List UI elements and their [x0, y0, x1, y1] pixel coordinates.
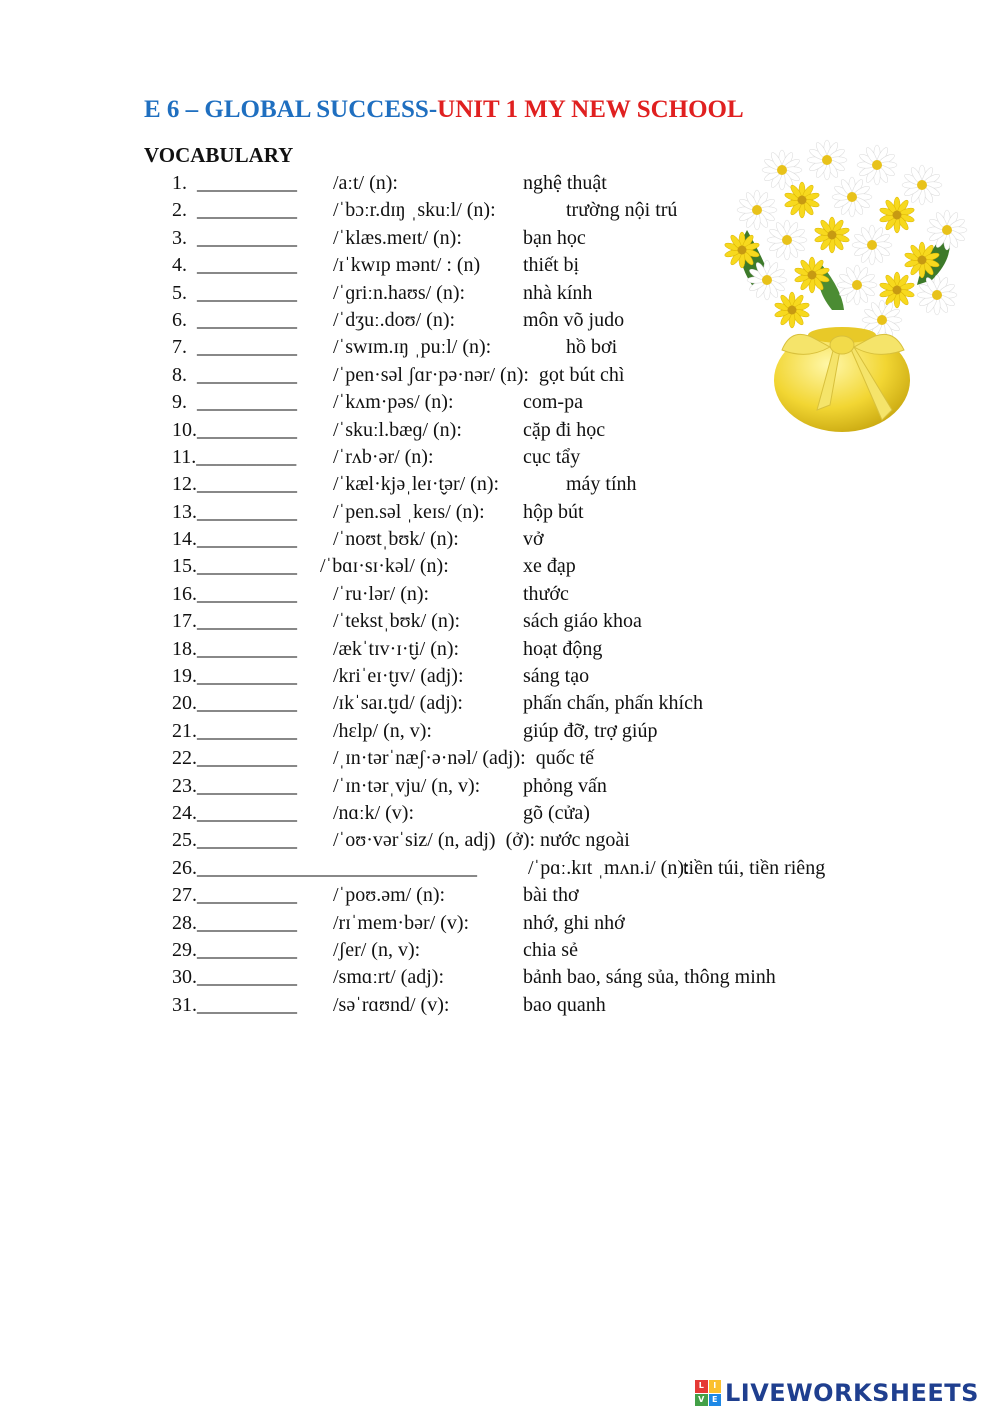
vocab-meaning: bài thơ [523, 884, 579, 907]
vocab-number-blank[interactable]: 5. __________ [172, 281, 297, 304]
vocab-number-blank[interactable]: 14.__________ [172, 528, 297, 551]
vocab-meaning: máy tính [566, 473, 637, 496]
vocab-meaning: vở [523, 528, 544, 551]
vocab-number-blank[interactable]: 9. __________ [172, 391, 297, 414]
vocab-pronunciation: /aːt/ (n): [333, 172, 398, 194]
vocab-number-blank[interactable]: 1. __________ [172, 172, 297, 194]
vocab-pronunciation: /ˈbɔːr.dɪŋ ˌskuːl/ (n): [333, 199, 496, 222]
vocab-pronunciation: /ˈnoʊtˌbʊk/ (n): [333, 528, 459, 551]
vocab-pronunciation: /kriˈeɪ·t̬ɪv/ (adj): [333, 665, 464, 688]
vocab-number-blank[interactable]: 18.__________ [172, 637, 297, 660]
vocab-row [0, 882, 1000, 909]
vocab-number-blank[interactable]: 31.__________ [172, 993, 297, 1016]
vocab-meaning: thiết bị [523, 254, 580, 277]
vocab-row [0, 745, 1000, 772]
vocab-meaning: nhà kính [523, 281, 593, 304]
vocab-number-blank[interactable]: 27.__________ [172, 884, 297, 907]
vocab-pronunciation: /ˈswɪm.ɪŋ ˌpuːl/ (n): [333, 336, 492, 359]
vocab-pronunciation: /nɑːk/ (v): [333, 801, 415, 824]
vocab-meaning: bảnh bao, sáng sủa, thông minh [523, 966, 776, 989]
vocab-number-blank[interactable]: 21.__________ [172, 719, 297, 742]
vocab-number-blank[interactable]: 3. __________ [172, 226, 297, 249]
vocab-row [0, 636, 1000, 663]
vocab-number-blank[interactable]: 15.__________ [172, 555, 297, 578]
vocab-meaning: hoạt động [523, 637, 603, 660]
vocab-pronunciation: /ˈɪn·tərˌvju/ (n, v): [333, 774, 481, 797]
flower-vase-image [712, 135, 977, 435]
vocab-number-blank[interactable]: 12.__________ [172, 473, 297, 496]
vocab-meaning: cặp đi học [523, 418, 606, 441]
vocab-meaning: com-pa [523, 391, 583, 414]
vocab-number-blank[interactable]: 30.__________ [172, 966, 297, 989]
vocab-number-blank[interactable]: 10.__________ [172, 418, 297, 441]
vocab-number-blank[interactable]: 2. __________ [172, 199, 297, 222]
vocab-row [0, 553, 1000, 580]
vocab-meaning: bao quanh [523, 993, 606, 1016]
vocab-number-blank[interactable]: 26.____________________________ [172, 856, 477, 879]
vocab-number-blank[interactable]: 13.__________ [172, 500, 297, 523]
vocab-pronunciation: /rɪˈmem·bər/ (v): [333, 911, 470, 934]
vocab-pronunciation: /ˈpen.səl ˌkeɪs/ (n): [333, 500, 485, 523]
vocab-pronunciation: /ˈklæs.meɪt/ (n): [333, 226, 462, 249]
vocab-number-blank[interactable]: 16.__________ [172, 582, 297, 605]
vocab-pronunciation: /ˈskuːl.bæɡ/ (n): [333, 418, 462, 441]
vocab-meaning: môn võ judo [523, 308, 625, 331]
section-heading: VOCABULARY [144, 143, 294, 167]
vocab-pronunciation: /ɪkˈsaɪ.t̬ɪd/ (adj): [333, 692, 463, 715]
vocab-number-blank[interactable]: 11.__________ [172, 445, 297, 468]
vocab-pronunciation: /ˈpɑː.kɪt ˌmʌn.i/ (n): [528, 856, 690, 879]
vocab-row [0, 690, 1000, 717]
vocab-meaning: phỏng vấn [523, 774, 607, 797]
vocab-number-blank[interactable]: 6. __________ [172, 308, 297, 331]
title-series: E 6 – GLOBAL SUCCESS- [144, 96, 438, 123]
vocab-row [0, 773, 1000, 800]
vocab-row [0, 499, 1000, 526]
vocab-pronunciation: /ˈrʌb·ər/ (n): [333, 445, 434, 468]
vocab-pronunciation: /ɪˈkwɪp mənt/ : (n) [333, 254, 481, 277]
vocab-row [0, 663, 1000, 690]
vocab-meaning: gọt bút chì [538, 363, 625, 386]
vocab-pronunciation: /ˈkʌm·pəs/ (n): [333, 391, 454, 414]
vocab-pronunciation: /ˈkæl·kjəˌleɪ·t̬ər/ (n): [333, 473, 500, 496]
vocab-meaning: bạn học [523, 226, 586, 249]
vocab-meaning: trường nội trú [566, 199, 678, 222]
vocab-row [0, 608, 1000, 635]
vocab-meaning: sách giáo khoa [523, 610, 642, 633]
vocab-meaning: phấn chấn, phấn khích [523, 692, 703, 715]
vocab-number-blank[interactable]: 29.__________ [172, 938, 297, 961]
vocab-row [0, 718, 1000, 745]
vocab-number-blank[interactable]: 25.__________ [172, 829, 297, 852]
vocab-meaning: chia sẻ [523, 938, 578, 961]
liveworksheets-logo [695, 1376, 995, 1410]
vocab-number-blank[interactable]: 24.__________ [172, 801, 297, 824]
vocab-row [0, 800, 1000, 827]
vocab-pronunciation: /ˈbɑɪ·sɪ·kəl/ (n): [320, 555, 449, 578]
logo-text: LIVEWORKSHEETS [725, 1379, 979, 1407]
vocab-row [0, 964, 1000, 991]
vocab-pronunciation: /səˈrɑʊnd/ (v): [333, 993, 450, 1016]
vocab-row [0, 855, 1000, 882]
vocab-meaning: nghệ thuật [523, 172, 607, 194]
vocab-meaning: thước [523, 582, 569, 605]
vocab-pronunciation: /hɛlp/ (n, v): [333, 719, 432, 742]
vocab-meaning: cục tẩy [523, 445, 581, 468]
vocab-number-blank[interactable]: 20.__________ [172, 692, 297, 715]
vocab-row [0, 444, 1000, 471]
vocab-pronunciation: /ˈɡriːn.haʊs/ (n): [333, 281, 466, 304]
page-title [144, 96, 744, 124]
vocab-meaning: tiền túi, tiền riêng [683, 856, 826, 879]
vocab-row [0, 827, 1000, 854]
vocab-row [0, 471, 1000, 498]
vocab-pronunciation: /ˈoʊ·vərˈsiz/ (n, adj) [333, 829, 496, 852]
vocab-meaning: gõ (cửa) [523, 801, 590, 824]
title-unit: UNIT 1 MY NEW SCHOOL [437, 96, 744, 123]
vocab-number-blank[interactable]: 28.__________ [172, 911, 297, 934]
vocab-row [0, 992, 1000, 1019]
vocab-row [0, 937, 1000, 964]
vocab-pronunciation: /ˌɪn·tərˈnæʃ·ə·nəl/ (adj): [333, 747, 526, 770]
vocab-number-blank[interactable]: 23.__________ [172, 774, 297, 797]
vocab-number-blank[interactable]: 17.__________ [172, 610, 297, 633]
vocab-meaning: hồ bơi [566, 336, 618, 359]
logo-icon: L I V E [695, 1380, 721, 1406]
vocab-number-blank[interactable]: 4. __________ [172, 254, 297, 277]
vocab-pronunciation: /ˈru·lər/ (n): [333, 582, 430, 605]
vocab-number-blank[interactable]: 7. __________ [172, 336, 297, 359]
vocab-pronunciation: /smɑːrt/ (adj): [333, 966, 444, 989]
vocab-meaning: (ở): nước ngoài [505, 829, 630, 852]
vocab-number-blank[interactable]: 8. __________ [172, 363, 297, 386]
vocab-meaning: hộp bút [523, 500, 584, 523]
vocab-pronunciation: /ʃer/ (n, v): [333, 938, 421, 961]
vocab-meaning: quốc tế [535, 747, 594, 770]
vocab-number-blank[interactable]: 19.__________ [172, 665, 297, 688]
vocab-pronunciation: /ˈtekstˌbʊk/ (n): [333, 610, 461, 633]
vocab-pronunciation: /ˈpen·səl ʃɑr·pə·nər/ (n): [333, 363, 529, 386]
vocab-row [0, 526, 1000, 553]
vocab-pronunciation: /ækˈtɪv·ɪ·t̬i/ (n): [333, 637, 460, 660]
vocab-meaning: sáng tạo [523, 665, 590, 688]
vocab-meaning: xe đạp [523, 555, 576, 578]
vocab-meaning: nhớ, ghi nhớ [523, 911, 625, 934]
vocab-pronunciation: /ˈpoʊ.əm/ (n): [333, 884, 446, 907]
vocab-number-blank[interactable]: 22.__________ [172, 747, 297, 770]
vocab-pronunciation: /ˈdʒuː.doʊ/ (n): [333, 308, 456, 331]
vocab-meaning: giúp đỡ, trợ giúp [523, 719, 658, 742]
vocab-row [0, 910, 1000, 937]
vocab-row [0, 581, 1000, 608]
